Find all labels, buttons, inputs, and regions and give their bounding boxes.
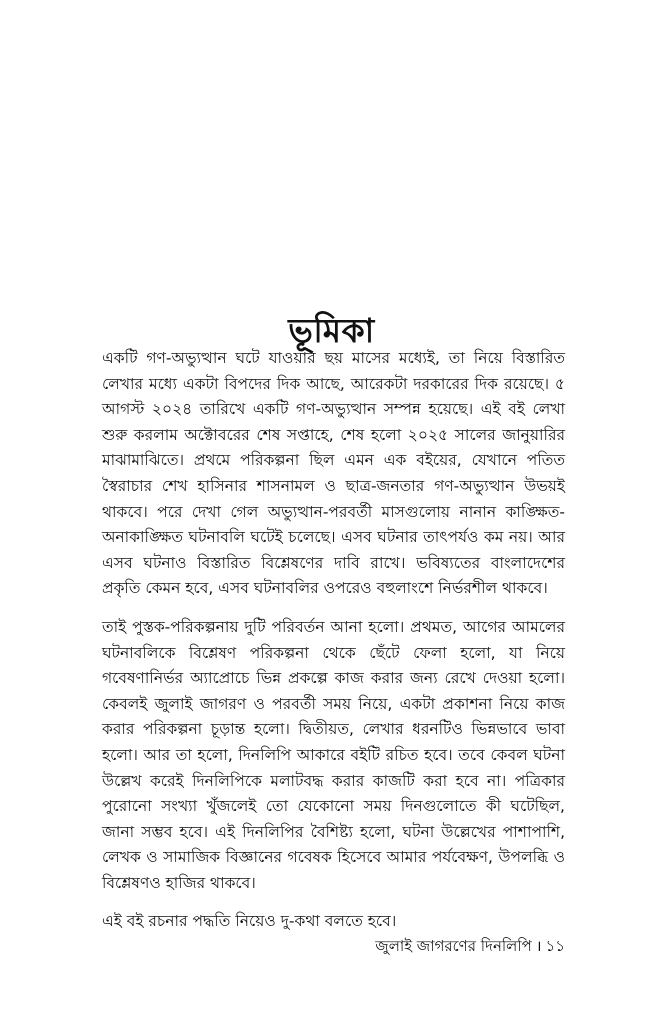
paragraph-2: তাই পুস্তক-পরিকল্পনায় দুটি পরিবর্তন আনা হলো। প্রথমত, আগের আমলের ঘটনাবলিকে বিশ্লেষণ পরিকল্পনা থেকে ছেঁটে ফেলা হলো, যা নিয়ে গবেষণানির্ভর অ্যাপ্রোচে ভিন্ন প্রকল্পে কাজ করার জন্য রেখে দেওয়া হলো। কেবলই জুলাই জাগরণ ও পরবর্তী সময় নিয়ে, একটা প্রকাশনা নিয়ে কাজ করার পরিকল্পনা চূড়ান্ত হলো। দ্বিতীয়ত, লেখার ধরনটিও ভিন্নভাবে ভাবা হলো। আর তা হলো, দিনলিপি আকারে বইটি রচিত হবে। তবে কেবল ঘটনা উল্লেখ করেই দিনলিপিকে মলাটবদ্ধ করার কাজটি করা হবে না। পত্রিকার পুরোনো সংখ্যা খুঁজলেই তো যেকোনো সময় দিনগুলোতে কী ঘটেছিল, জানা সম্ভব হবে। এই দিনলিপির বৈশিষ্ট্য হলো, ঘটনা উল্লেখের পাশাপাশি, লেখক ও সামাজিক বিজ্ঞানের গবেষক হিসেবে আমার পর্যবেক্ষণ, উপলব্ধি ও বিশ্লেষণও হাজির থাকবে। xyxy=(102,617,565,892)
body-text xyxy=(102,346,565,948)
chapter-title: ভূমিকা xyxy=(288,311,375,351)
running-title: জুলাই জাগরণের দিনলিপি xyxy=(375,937,532,955)
footer-separator: । xyxy=(535,937,542,955)
page-footer xyxy=(375,935,565,960)
page-number: ১১ xyxy=(545,937,565,955)
paragraph-3: এই বই রচনার পদ্ধতি নিয়েও দু-কথা বলতে হবে। xyxy=(102,912,397,931)
paragraph-1: একটি গণ-অভ্যুত্থান ঘটে যাওয়ার ছয় মাসের মধ্যেই, তা নিয়ে বিস্তারিত লেখার মধ্যে একটা বিপদের দিক আছে, আরেকটা দরকারের দিক রয়েছে। ৫ আগস্ট ২০২৪ তারিখে একটি গণ-অভ্যুত্থান সম্পন্ন হয়েছে। এই বই লেখা শুরু করলাম অক্টোবরের শেষ সপ্তাহে, শেষ হলো ২০২৫ সালের জানুয়ারির মাঝামাঝিতে। প্রথমে পরিকল্পনা ছিল এমন এক বইয়ের, যেখানে পতিত স্বৈরাচার শেখ হাসিনার শাসনামল ও ছাত্র-জনতার গণ-অভ্যুত্থান উভয়ই থাকবে। পরে দেখা গেল অভ্যুত্থান-পরবর্তী মাসগুলোয় নানান কাঙ্ক্ষিত-অনাকাঙ্ক্ষিত ঘটনাবলি ঘটেই চলেছে। এসব ঘটনার তাৎপর্যও কম নয়। আর এসব ঘটনাও বিস্তারিত বিশ্লেষণের দাবি রাখে। ভবিষ্যতের বাংলাদেশের প্রকৃতি কেমন হবে, এসব ঘটনাবলির ওপরেও বহুলাংশে নির্ভরশীল থাকবে। xyxy=(102,349,565,598)
